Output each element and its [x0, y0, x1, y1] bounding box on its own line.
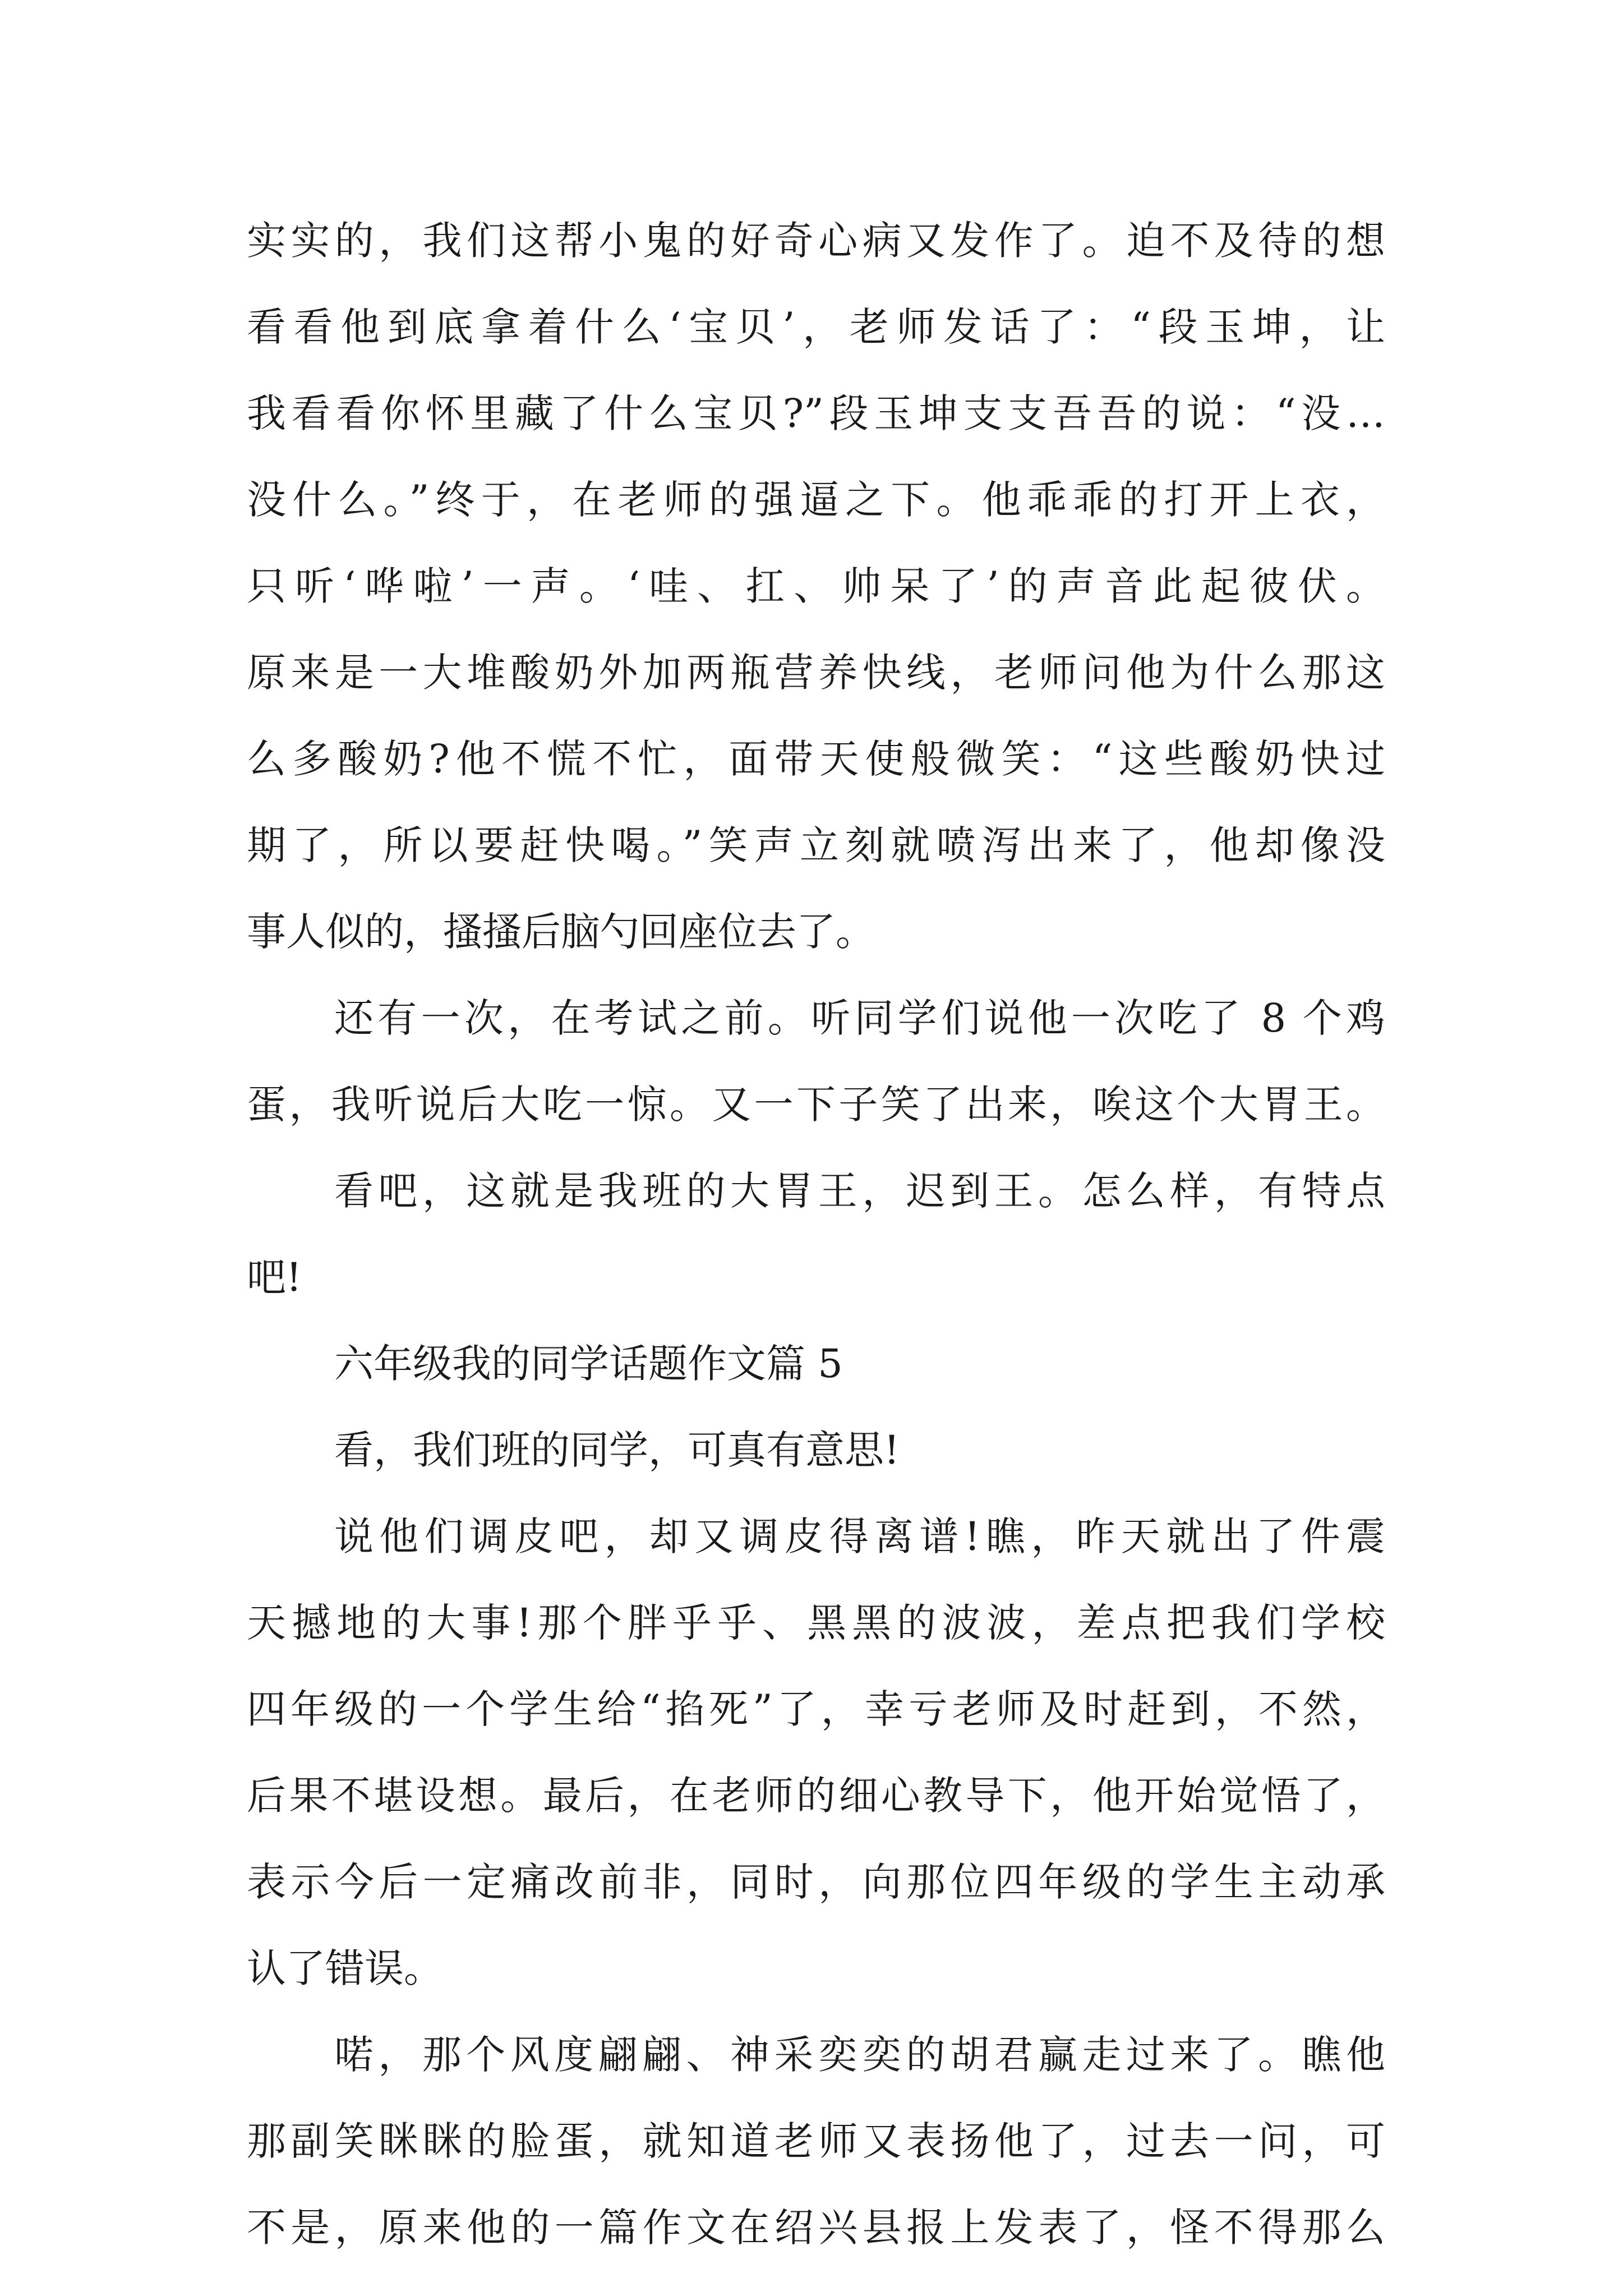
paragraph-line: 说他们调皮吧，却又调皮得离谱!瞧，昨天就出了件震	[334, 1513, 1385, 1559]
paragraph-line: 不是，原来他的一篇作文在绍兴县报上发表了，怪不得那么	[247, 2205, 1385, 2251]
essay-text-column	[247, 197, 1385, 2271]
paragraph-line: 四年级的一个学生给“掐死”了，幸亏老师及时赶到，不然，	[247, 1686, 1385, 1732]
paragraph-line: 吧!	[247, 1254, 302, 1300]
paragraph-line: 么多酸奶?他不慌不忙，面带天使般微笑：“这些酸奶快过	[247, 736, 1385, 782]
paragraph-line: 那副笑眯眯的脸蛋，就知道老师又表扬他了，过去一问，可	[247, 2118, 1385, 2164]
paragraph-line: 蛋，我听说后大吃一惊。又一下子笑了出来，唉这个大胃王。	[247, 1082, 1385, 1128]
paragraph-line: 只听‘哗啦’一声。‘哇、扛、帅呆了’的声音此起彼伏。	[247, 563, 1385, 609]
paragraph-line: 看，我们班的同学，可真有意思!	[334, 1427, 900, 1473]
paragraph-line: 看吧，这就是我班的大胃王，迟到王。怎么样，有特点	[334, 1168, 1385, 1214]
paragraph-line: 喏，那个风度翩翩、神采奕奕的胡君赢走过来了。瞧他	[334, 2032, 1385, 2078]
paragraph-line: 表示今后一定痛改前非，同时，向那位四年级的学生主动承	[247, 1859, 1385, 1905]
paragraph-line: 事人似的，搔搔后脑勺回座位去了。	[247, 909, 875, 955]
paragraph-line: 原来是一大堆酸奶外加两瓶营养快线，老师问他为什么那这	[247, 650, 1385, 696]
paragraph-line: 我看看你怀里藏了什么宝贝?”段玉坤支支吾吾的说：“没…	[247, 390, 1385, 436]
section-heading: 六年级我的同学话题作文篇 5	[334, 1341, 843, 1387]
paragraph-line: 认了错误。	[247, 1945, 443, 1991]
paragraph-line: 后果不堪设想。最后，在老师的细心教导下，他开始觉悟了，	[247, 1773, 1385, 1819]
paragraph-line: 看看他到底拿着什么‘宝贝’，老师发话了：“段玉坤，让	[247, 304, 1385, 350]
paragraph-line: 实实的，我们这帮小鬼的好奇心病又发作了。迫不及待的想	[247, 218, 1385, 264]
paragraph-line: 还有一次，在考试之前。听同学们说他一次吃了 8 个鸡	[334, 995, 1385, 1041]
paragraph-line: 没什么。”终于，在老师的强逼之下。他乖乖的打开上衣，	[247, 477, 1385, 523]
paragraph-line: 天撼地的大事!那个胖乎乎、黑黑的波波，差点把我们学校	[247, 1600, 1385, 1646]
paragraph-line: 期了，所以要赶快喝。”笑声立刻就喷泻出来了，他却像没	[247, 822, 1385, 868]
